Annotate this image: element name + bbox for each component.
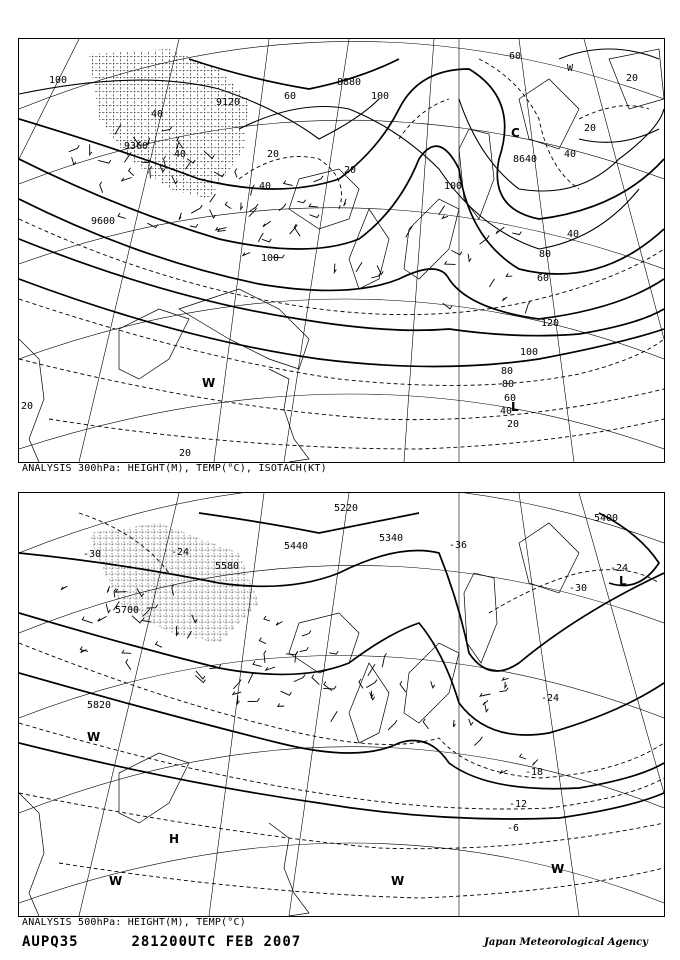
station-barb: [216, 227, 227, 230]
high-marker: H: [169, 832, 180, 846]
contour-label: 40: [151, 109, 164, 120]
station-barb: [388, 720, 397, 730]
station-barb: [264, 651, 266, 663]
station-barb: [294, 675, 305, 682]
contour-label: 80: [539, 249, 552, 260]
station-barb: [253, 661, 262, 666]
station-barb: [485, 705, 488, 712]
station-barb: [259, 638, 266, 644]
station-barb: [533, 760, 538, 766]
map-300hpa: [19, 39, 664, 462]
station-barb: [329, 651, 338, 654]
contour-label: 20: [507, 419, 520, 430]
station-barb: [248, 698, 260, 701]
station-barb: [334, 264, 336, 273]
station-barb: [106, 604, 110, 613]
contour-label: 100: [371, 91, 390, 102]
station-barb: [179, 213, 181, 220]
station-barb: [451, 250, 462, 254]
station-barb: [512, 232, 521, 235]
contour-label: 60: [537, 273, 550, 284]
station-barb: [248, 673, 254, 684]
contour-label: 40: [174, 149, 187, 160]
contour-label: -24: [171, 547, 190, 558]
warm-marker: W: [109, 874, 123, 888]
contour-label: 40: [500, 406, 513, 417]
station-barb: [129, 168, 134, 176]
station-barb: [262, 239, 271, 242]
station-barb: [281, 691, 292, 695]
shaded-area: [89, 49, 249, 199]
contour-label: 9360: [124, 141, 149, 152]
contour-label: 5700: [115, 605, 140, 616]
contour-label: 20: [267, 149, 280, 160]
station-barb: [310, 215, 320, 218]
station-barb: [331, 711, 338, 722]
station-barb: [243, 253, 250, 256]
contour-label: 60: [509, 51, 522, 62]
station-barb: [489, 279, 494, 287]
station-barb: [294, 224, 300, 236]
station-barb: [266, 667, 275, 670]
station-barb: [72, 157, 76, 164]
station-barb: [309, 204, 318, 207]
station-barb: [263, 221, 271, 227]
contour-label: 5400: [594, 513, 619, 524]
contour-label: -24: [610, 563, 629, 574]
contour-label: -36: [449, 540, 468, 551]
station-barb: [431, 681, 435, 688]
station-barb: [500, 770, 507, 773]
contour-label: 40: [567, 229, 580, 240]
station-barb: [474, 737, 482, 746]
station-barb: [366, 680, 377, 688]
contour-label: 20: [21, 401, 34, 412]
station-barb: [126, 659, 131, 670]
low-marker: C: [511, 126, 520, 140]
chart-header: [22, 934, 301, 950]
contour-label: 5440: [284, 541, 309, 552]
station-barb: [279, 204, 286, 211]
station-barb: [314, 176, 323, 182]
station-barb: [264, 616, 270, 621]
station-barb: [107, 586, 110, 592]
coastlines: [19, 523, 579, 916]
station-barb: [445, 261, 456, 264]
contour-label: 20: [179, 448, 192, 459]
map-500hpa: [19, 493, 664, 916]
station-barb: [122, 650, 131, 653]
station-barb: [233, 692, 241, 695]
station-barb: [122, 178, 132, 181]
station-barb: [284, 181, 293, 186]
station-barb: [225, 202, 231, 209]
contour-label: 100: [49, 75, 68, 86]
station-barb: [469, 719, 473, 725]
station-barb: [312, 675, 319, 685]
contour-label: -30: [83, 549, 102, 560]
station-barb: [69, 145, 79, 151]
contour-label: 5820: [87, 700, 112, 711]
chart-panel-500hpa: [18, 492, 665, 917]
station-barb: [100, 182, 103, 193]
station-barb: [371, 691, 373, 698]
station-barb: [251, 185, 255, 196]
station-barb: [502, 297, 507, 301]
station-barb: [525, 301, 530, 313]
contour-label: 20: [584, 123, 597, 134]
contour-label: 5340: [379, 533, 404, 544]
shaded-area: [89, 523, 259, 643]
station-barb: [258, 233, 263, 242]
station-barb: [276, 622, 282, 626]
low-marker: L: [619, 574, 627, 588]
contour-label: 80: [502, 379, 515, 390]
station-barb: [520, 754, 527, 759]
contour-label: 100: [261, 253, 280, 264]
station-barb: [90, 144, 92, 155]
warm-marker: W: [391, 874, 405, 888]
station-barb: [235, 169, 237, 178]
station-barb: [98, 160, 111, 163]
station-barb: [132, 616, 142, 623]
station-barb: [480, 693, 491, 696]
station-barb: [300, 647, 309, 651]
contour-label: 100: [520, 347, 539, 358]
station-barb: [406, 226, 413, 237]
warm-marker: W: [551, 862, 565, 876]
station-barb: [502, 677, 508, 680]
station-barb: [82, 617, 92, 624]
contour-label: 40: [259, 181, 272, 192]
station-barb: [356, 262, 362, 272]
chart-code: AUPQ35: [22, 934, 79, 950]
contour-label: 100: [444, 181, 463, 192]
station-barb: [191, 205, 202, 213]
contour-label: 5220: [334, 503, 359, 514]
contour-label: 60: [284, 91, 297, 102]
contour-label: W: [567, 63, 574, 74]
station-barb: [250, 204, 258, 211]
station-barb: [439, 206, 445, 215]
contour-label: -6: [507, 823, 520, 834]
station-barb: [443, 303, 452, 309]
contour-label: 8640: [513, 154, 538, 165]
contour-label: 9120: [216, 97, 241, 108]
station-barb: [423, 719, 428, 729]
station-barb: [468, 254, 471, 262]
contour-label: 8880: [337, 77, 362, 88]
panel-caption-300hpa: ANALYSIS 300hPa: HEIGHT(M), TEMP(°C), ISOTACH(KT): [22, 463, 327, 474]
station-barb: [344, 199, 346, 206]
station-barb: [382, 653, 386, 667]
contour-label: -18: [525, 767, 544, 778]
station-barb: [278, 704, 285, 707]
station-barb: [442, 215, 448, 218]
contour-label: 5580: [215, 561, 240, 572]
chart-panel-300hpa: [18, 38, 665, 463]
station-barb: [297, 200, 305, 203]
contour-label: -30: [569, 583, 588, 594]
contour-label: -24: [541, 693, 560, 704]
station-barb: [190, 224, 198, 227]
panel-caption-500hpa: ANALYSIS 500hPa: HEIGHT(M), TEMP(°C): [22, 917, 246, 928]
warm-marker: L: [511, 400, 519, 414]
station-barb: [453, 720, 455, 727]
station-barb: [156, 641, 162, 647]
station-barb: [506, 273, 512, 276]
station-barb: [505, 682, 507, 688]
contour-label: 9600: [91, 216, 116, 227]
station-barb: [483, 700, 488, 705]
contour-label: 20: [344, 165, 357, 176]
station-barb: [499, 688, 508, 692]
station-barb: [302, 631, 311, 637]
contour-label: 120: [541, 318, 560, 329]
contour-label: 80: [501, 366, 514, 377]
contour-label: 60: [504, 393, 517, 404]
station-barb: [241, 203, 243, 210]
station-barb: [61, 586, 67, 590]
station-barb: [400, 681, 406, 692]
contour-label: -12: [509, 799, 528, 810]
contour-label: 20: [626, 73, 639, 84]
valid-time: 281200UTC FEB 2007: [131, 934, 302, 950]
station-barb: [323, 686, 336, 689]
station-barb: [210, 209, 216, 218]
station-barb: [237, 696, 239, 704]
station-barb: [196, 671, 205, 679]
contour-label: 40: [564, 149, 577, 160]
agency-credit: Japan Meteorological Agency: [484, 937, 648, 948]
warm-marker: W: [202, 376, 216, 390]
station-barb: [98, 616, 107, 621]
station-barb: [233, 680, 241, 690]
station-barb: [118, 213, 126, 218]
warm-marker: W: [87, 730, 101, 744]
